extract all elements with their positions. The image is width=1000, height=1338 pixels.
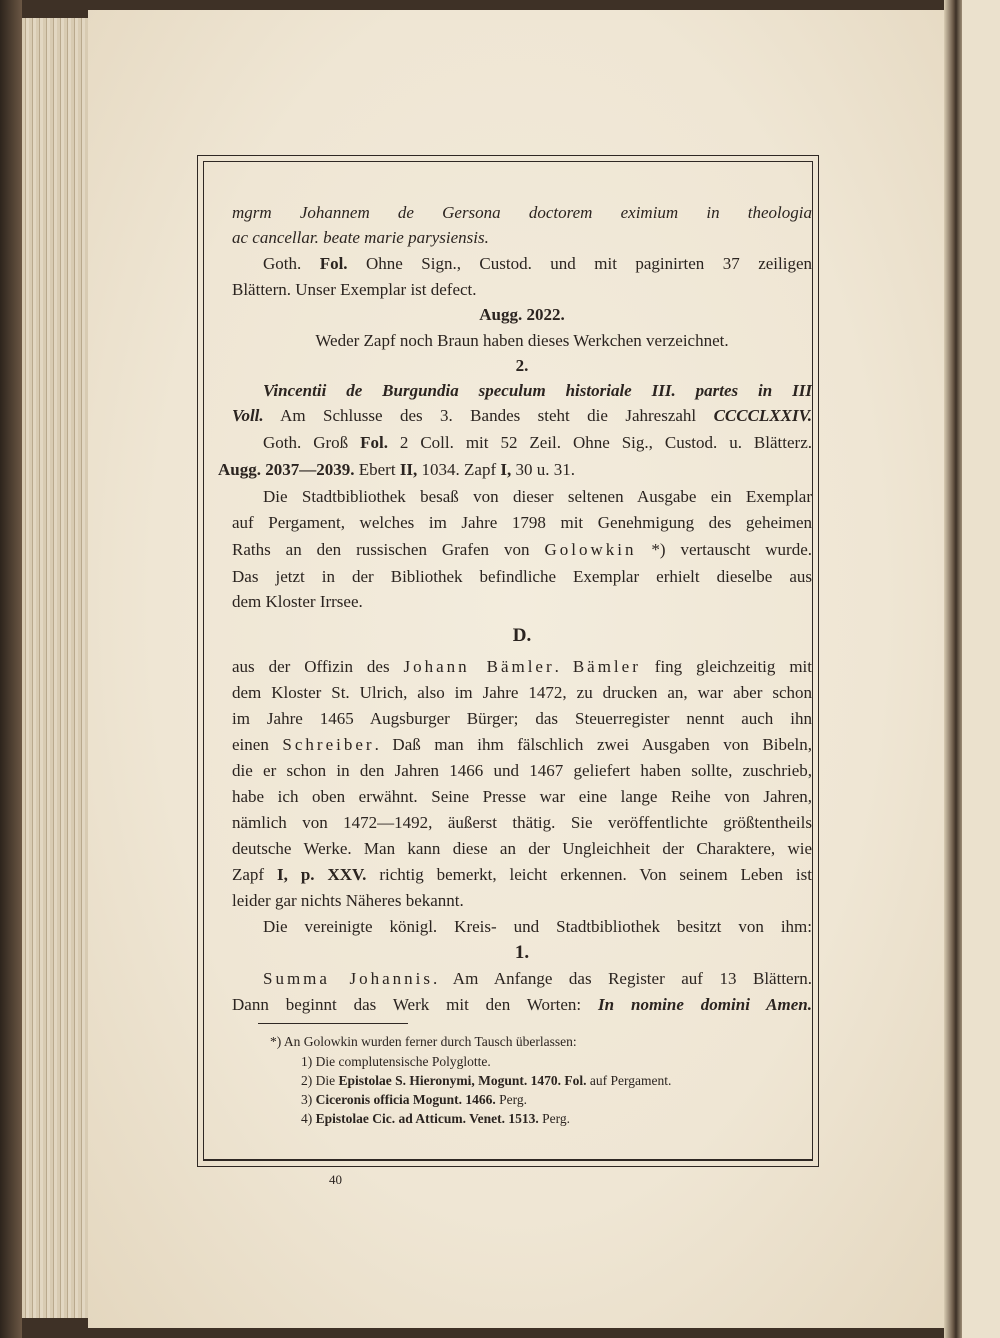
- text-line: Dann beginnt das Werk mit den Worten: In nomine domini Amen.: [232, 995, 812, 1014]
- text-line: ac cancellar. beate marie parysiensis.: [232, 228, 489, 247]
- book-spine: [0, 0, 22, 1338]
- text-line: aus der Offizin des Johann Bämler. Bämler fing gleichzeitig mit: [232, 657, 813, 676]
- footnote-line: 4) Epistolae Cic. ad Atticum. Venet. 1513. Perg.: [301, 1111, 571, 1126]
- text-line: Goth. Fol. Ohne Sign., Custod. und mit paginirten 37 zeiligen: [263, 254, 812, 273]
- text-line: dem Kloster St. Ulrich, also im Jahre 1472, zu drucken an, war aber schon: [232, 683, 812, 702]
- footnote-line: 2) Die Epistolae S. Hieronymi, Mogunt. 1470. Fol. auf Pergament.: [301, 1073, 672, 1088]
- page-number: 40: [329, 1172, 342, 1187]
- text-line: mgrm Johannem de Gersona doctorem eximium in theologia: [232, 203, 812, 222]
- text-line: Blättern. Unser Exemplar ist defect.: [232, 280, 477, 299]
- entry-number: 2.: [515, 356, 529, 375]
- text-line: Die vereinigte königl. Kreis- und Stadtbibliothek besitzt von ihm:: [263, 917, 812, 936]
- text-line: Augg. 2037—2039. Ebert II, 1034. Zapf I, 30 u. 31.: [218, 460, 576, 479]
- book-gutter: [944, 0, 964, 1338]
- page-edges: [22, 18, 92, 1318]
- footnote-line: 3) Ciceronis officia Mogunt. 1466. Perg.: [301, 1092, 527, 1107]
- next-page-edge: [962, 0, 1000, 1338]
- section-heading: Augg. 2022.: [479, 305, 565, 324]
- text-line: Goth. Groß Fol. 2 Coll. mit 52 Zeil. Ohne Sig., Custod. u. Blätterz.: [263, 433, 812, 452]
- text-line: Weder Zapf noch Braun haben dieses Werkchen verzeichnet.: [315, 331, 729, 350]
- text-line: Die Stadtbibliothek besaß von dieser seltenen Ausgabe ein Exemplar: [263, 487, 812, 506]
- text-line: Zapf I, p. XXV. richtig bemerkt, leicht erkennen. Von seinem Leben ist: [232, 865, 812, 884]
- text-line: einen Schreiber. Daß man ihm fälschlich zwei Ausgaben von Bibeln,: [232, 735, 812, 754]
- text-line: leider gar nichts Näheres bekannt.: [232, 891, 464, 910]
- footnote-line: 1) Die complutensische Polyglotte.: [301, 1054, 491, 1069]
- footnote-line: *) An Golowkin wurden ferner durch Tausch überlassen:: [270, 1034, 577, 1049]
- text-line: im Jahre 1465 Augsburger Bürger; das Steuerregister nennt auch ihn: [232, 709, 812, 728]
- text-line: Das jetzt in der Bibliothek befindliche Exemplar erhielt dieselbe aus: [232, 567, 812, 586]
- text-line: Summa Johannis. Am Anfange das Register auf 13 Blättern.: [263, 969, 812, 988]
- section-heading: D.: [512, 625, 532, 646]
- entry-number: 1.: [514, 942, 530, 963]
- text-line: dem Kloster Irrsee.: [232, 592, 363, 611]
- text-line: Raths an den russischen Grafen von Golowkin *) vertauscht wurde.: [232, 540, 812, 559]
- text-line: Vincentii de Burgundia speculum historiale III. partes in III: [263, 381, 812, 400]
- text-line: Voll. Am Schlusse des 3. Bandes steht die Jahreszahl CCCCLXXIV.: [232, 406, 812, 425]
- footnote-rule: [258, 1023, 408, 1024]
- text-line: deutsche Werke. Man kann diese an der Ungleichheit der Charaktere, wie: [232, 839, 812, 858]
- text-line: habe ich oben erwähnt. Seine Presse war eine lange Reihe von Jahren,: [232, 787, 812, 806]
- text-line: auf Pergament, welches im Jahre 1798 mit Genehmigung des geheimen: [232, 513, 812, 532]
- text-line: die er schon in den Jahren 1466 und 1467 geliefert haben sollte, zuschrieb,: [232, 761, 812, 780]
- text-line: nämlich von 1472—1492, äußerst thätig. Sie veröffentlichte größtentheils: [232, 813, 812, 832]
